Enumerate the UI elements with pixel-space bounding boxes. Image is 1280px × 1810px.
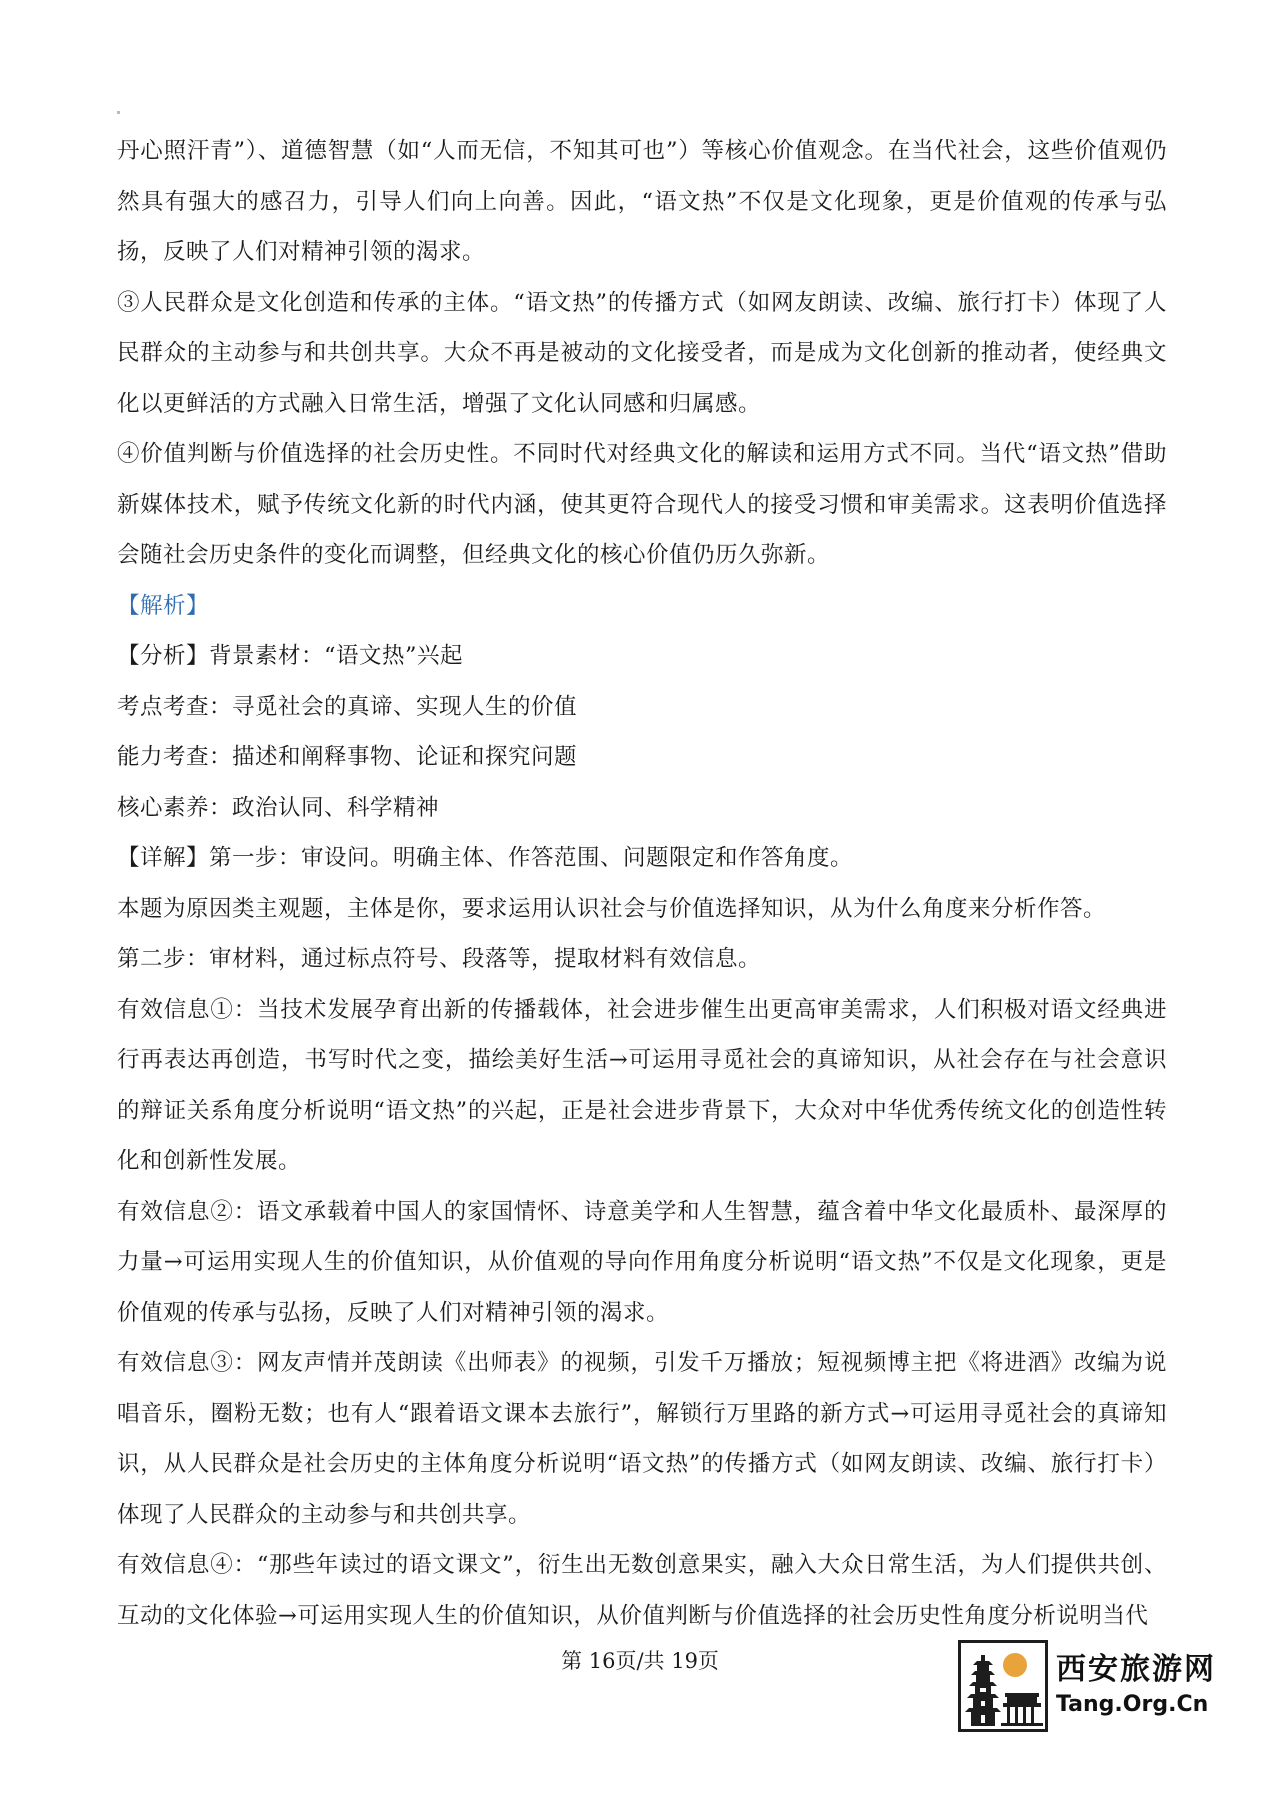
effective-info-2: 有效信息②：语文承载着中国人的家国情怀、诗意美学和人生智慧，蕴含着中华文化最质朴、最深厚的力量→可运用实现人生的价值知识，从价值观的导向作用角度分析说明“语文热”不仅是文化现象，更是价值观的传承与弘扬，反映了人们对精神引领的渴求。	[117, 1198, 1167, 1326]
page-number: 第 16页/共 19页	[561, 1649, 719, 1673]
site-logo[interactable]	[958, 1640, 1220, 1732]
logo-url: Tang.Org.Cn	[1056, 1692, 1209, 1717]
corner-mark	[117, 111, 120, 114]
effective-info-4: 有效信息④：“那些年读过的语文课文”，衍生出无数创意果实，融入大众日常生活，为人们提供共创、互动的文化体验→可运用实现人生的价值知识，从价值判断与价值选择的社会历史性角度分析说明当代	[117, 1552, 1167, 1629]
paragraph-intro-continued: 丹心照汗青”）、道德智慧（如“人而无信，不知其可也”）等核心价值观念。在当代社会，这些价值观仍然具有强大的感召力，引导人们向上向善。因此，“语文热”不仅是文化现象，更是价值观的传承与弘扬，反映了人们对精神引领的渴求。	[117, 138, 1167, 265]
effective-info-1: 有效信息①：当技术发展孕育出新的传播载体，社会进步催生出更高审美需求，人们积极对语文经典进行再表达再创造，书写时代之变，描绘美好生活→可运用寻觅社会的真谛知识，从社会存在与社会意识的辩证关系角度分析说明“语文热”的兴起，正是社会进步背景下，大众对中华优秀传统文化的创造性转化和创新性发展。	[117, 996, 1167, 1174]
paragraph-point-3: ③人民群众是文化创造和传承的主体。“语文热”的传播方式（如网友朗读、改编、旅行打卡）体现了人民群众的主动参与和共创共享。大众不再是被动的文化接受者，而是成为文化创新的推动者，使经典文化以更鲜活的方式融入日常生活，增强了文化认同感和归属感。	[117, 289, 1167, 417]
effective-info-3: 有效信息③：网友声情并茂朗读《出师表》的视频，引发千万播放；短视频博主把《将进酒》改编为说唱音乐，圈粉无数；也有人“跟着语文课本去旅行”，解锁行万里路的新方式→可运用寻觅社会的真谛知识，从人民群众是社会历史的主体角度分析说明“语文热”的传播方式（如网友朗读、改编、旅行打卡）体现了人民群众的主动参与和共创共享。	[117, 1350, 1167, 1528]
pagoda-logo-icon	[958, 1640, 1048, 1732]
analysis-core-literacy: 核心素养：政治认同、科学精神	[117, 794, 440, 821]
detail-step-2: 第二步：审材料，通过标点符号、段落等，提取材料有效信息。	[117, 946, 762, 972]
analysis-ability: 能力考查：描述和阐释事物、论证和探究问题	[117, 744, 578, 770]
detail-question-type: 本题为原因类主观题，主体是你，要求运用认识社会与价值选择知识，从为什么角度来分析作答。	[117, 895, 1107, 922]
logo-title: 西安旅游网	[1056, 1652, 1216, 1687]
analysis-background: 【分析】背景素材：“语文热”兴起	[117, 643, 464, 669]
paragraph-point-4: ④价值判断与价值选择的社会历史性。不同时代对经典文化的解读和运用方式不同。当代“语文热”借助新媒体技术，赋予传统文化新的时代内涵，使其更符合现代人的接受习惯和审美需求。这表明价值选择会随社会历史条件的变化而调整，但经典文化的核心价值仍历久弥新。	[117, 441, 1167, 568]
analysis-exam-point: 考点考查：寻觅社会的真谛、实现人生的价值	[117, 693, 578, 720]
detail-step-1: 【详解】第一步：审设问。明确主体、作答范围、问题限定和作答角度。	[117, 845, 854, 871]
section-label-analysis: 【解析】	[117, 592, 210, 619]
document-body	[117, 126, 1167, 1641]
